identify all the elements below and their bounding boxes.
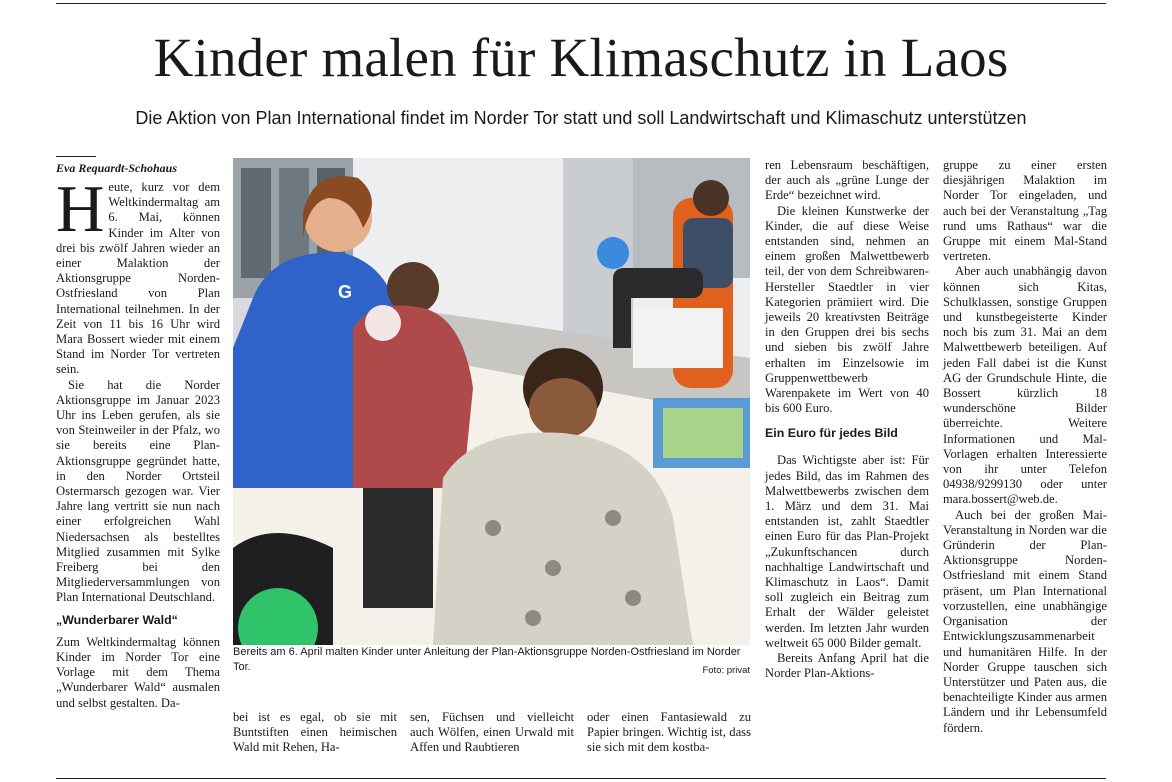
paragraph: Sie hat die Norder Aktionsgruppe im Januar 2023 Uhr ins Leben gerufen, als sie von Steinweiler in der Pfalz, wo sie bereits eine Plan-Aktionsgruppe gegründet hatte, in den Norder Ortsteil Ostermarsch gezogen war. Vier Jahre lang vertritt sie nun nach einer erfolgreichen Wahl Niedersachsen als bestelltes Mitglied zusammen mit Sylke Freiberg bei den Mitgliederversammlungen von Plan International Deutschland. [56, 377, 220, 605]
paragraph: Die kleinen Kunstwerke der Kinder, die auf diese Weise entstanden sind, nehmen an einem großen Malwettbewerb teil, der von dem Schreibwaren-Hersteller Staedtler in vier Kategorien prämiiert wird. Die jeweils 20 kreativsten Beiträge in den Gruppen drei bis sechs und sieben bis zwölf Jahre erhalten im Einzelsowie im Gruppenwettbewerb Warenpakete im Wert von 40 bis 600 Euro. [765, 203, 929, 416]
photo-credit: Foto: privat [702, 665, 750, 676]
headline: Kinder malen für Klimaschutz in Laos [153, 27, 1009, 88]
column-6 [943, 158, 1107, 736]
column-5 [765, 158, 929, 682]
bottom-rule [56, 778, 1106, 779]
paragraph: Zum Weltkindermaltag können Kinder im Norder Tor eine Vorlage mit dem Thema „Wunderbarer Wald“ ausmalen und selbst gestalten. Da- [56, 634, 220, 710]
subheading-wald: „Wunderbarer Wald“ [56, 612, 178, 627]
paragraph: Bereits Anfang April hat die Norder Plan-Aktions- [765, 651, 929, 681]
drop-cap: H [56, 172, 105, 246]
column-4-bottom [587, 710, 751, 756]
paragraph: ren Lebensraum beschäftigen, der auch als „grüne Lunge der Erde“ bezeichnet wird. [765, 158, 929, 203]
paragraph: bei ist es egal, ob sie mit Buntstiften einen heimischen Wald mit Rehen, Ha- [233, 710, 397, 755]
column-2-bottom [233, 710, 397, 756]
caption-text: Bereits am 6. April malten Kinder unter Anleitung der Plan-Aktionsgruppe Norden-Ostfriesland im Norder Tor. [233, 646, 741, 673]
paragraph: oder einen Fantasiewald zu Papier bringen. Wichtig ist, dass sie sich mit dem kostba- [587, 710, 751, 755]
photo-caption [233, 645, 750, 675]
photo-illustration [233, 158, 750, 645]
author-byline: Eva Requardt-Schohaus [56, 161, 178, 175]
subheading-euro: Ein Euro für jedes Bild [765, 426, 898, 441]
subheadline: Die Aktion von Plan International findet im Norder Tor statt und soll Landwirtschaft und Klimaschutz unterstützen [135, 108, 1027, 128]
shirt-logo: G [338, 282, 353, 302]
paragraph: sen, Füchsen und vielleicht auch Wölfen, einen Urwald mit Affen und Raubtieren [410, 710, 574, 755]
paragraph: gruppe zu einer ersten diesjährigen Malaktion im Norder Tor eingeladen, und auch bei der Veranstaltung „Tag rund ums Rathaus“ war die Gruppe mit einem Mal-Stand vertreten. [943, 158, 1107, 264]
author-rule [56, 156, 96, 157]
paragraph: Auch bei der großen Mai-Veranstaltung in Norden war die Gründerin der Plan-Aktionsgruppe Norden-Ostfriesland mit einem Stand präsent, um Plan International vorzustellen, eine unabhängige Organisation der Entwicklungszusammenarbeit und humanitären Hilfe. In der Norder Gruppe tauschen sich Unterstützer und Paten aus, die benachteiligte Kinder aus armen Ländern und ihr Lebensumfeld fördern. [943, 507, 1107, 735]
article-photo [233, 158, 750, 645]
paragraph: Aber auch unabhängig davon können sich Kitas, Schulklassen, sonstige Gruppen und kunstbegeisterte Kinder noch bis zum 31. Mai an dem Malwettbewerb beteiligen. Auf jeden Fall dabei ist die Kunst AG der Grundschule Hinte, die Bossert kürzlich 18 wunderschöne Bilder überreichte. Weitere Informationen und Mal-Vorlagen erhalten Interessierte von ihr unter Telefon 04938/9299130 oder unter mara.bossert@web.de. [943, 264, 1107, 507]
lead-paragraph [56, 172, 220, 378]
column-3-bottom [410, 710, 574, 756]
paragraph: Das Wichtigste aber ist: Für jedes Bild, das im Rahmen des Malwettbewerbs zwischen dem 1. März und dem 31. Mai entstanden ist, zahlt Staedtler einen Euro für das Plan-Projekt „Zukunftschancen durch nachhaltige Landwirtschaft und Klimaschutz in Laos“. Damit soll zugleich ein Beitrag zum Erhalt der Wälder geleistet werden. Im letzten Jahr wurden weltweit 65 000 Bilder gemalt. [765, 453, 929, 650]
top-rule [56, 3, 1106, 4]
column-1 [56, 172, 220, 775]
lead-text: eute, kurz vor dem Weltkindermaltag am 6. Mai, können Kinder im Alter von drei bis zwölf Jahren wieder an einer Malaktion der Aktionsgruppe Norden-Ostfriesland von Plan International teilnehmen. In der Zeit von 11 bis 16 Uhr wird Mara Bossert wieder mit einem Stand im Norder Tor vertreten sein. [56, 180, 220, 377]
